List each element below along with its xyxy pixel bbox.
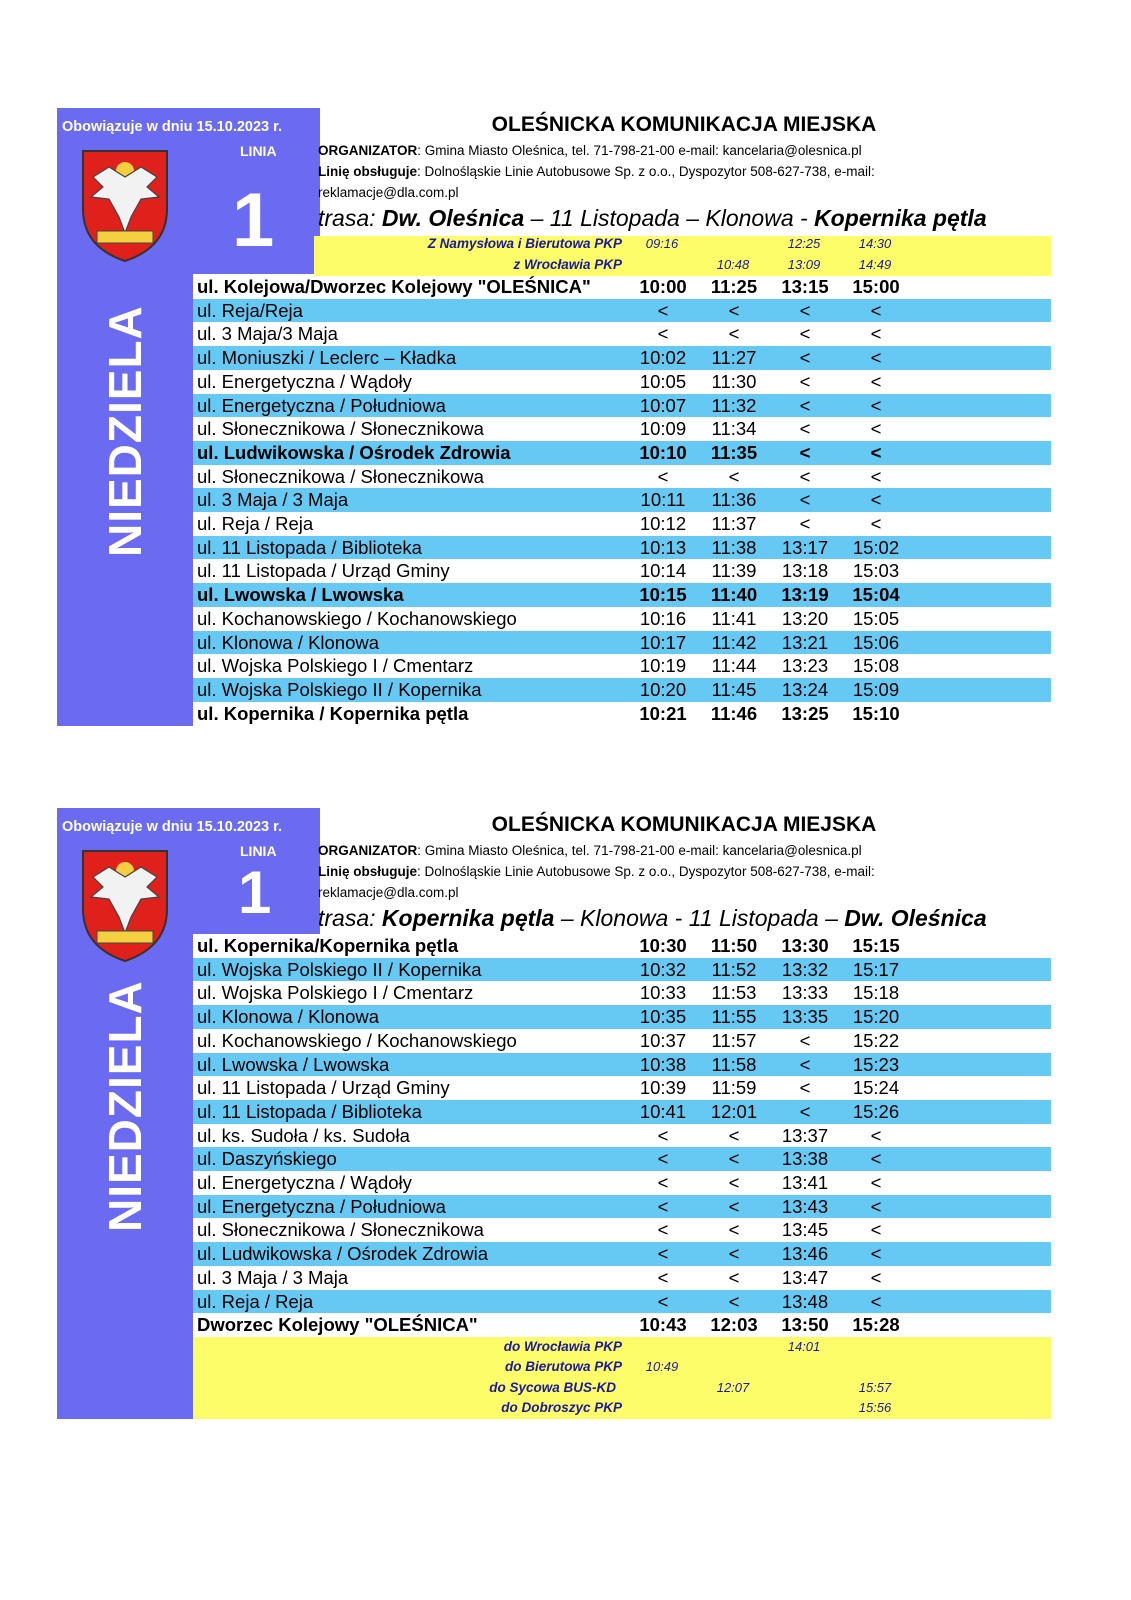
stop-name: ul. Wojska Polskiego I / Cmentarz xyxy=(197,655,474,677)
operator-label: Linię obsługuje xyxy=(318,164,418,179)
departure-time: 11:58 xyxy=(711,1053,757,1075)
stop-name: ul. ks. Sudoła / ks. Sudoła xyxy=(197,1124,410,1146)
departure-time: < xyxy=(799,441,811,463)
table-row xyxy=(193,934,1051,958)
departure-time: 11:50 xyxy=(710,935,758,956)
connection-time: 12:07 xyxy=(716,1380,750,1395)
departure-time: < xyxy=(728,1124,740,1146)
departure-time: 11:52 xyxy=(711,958,757,980)
departure-time: 15:22 xyxy=(852,1029,900,1051)
departure-time: < xyxy=(870,1148,882,1170)
departure-time: 13:48 xyxy=(781,1290,829,1312)
stop-name: ul. 3 Maja/3 Maja xyxy=(197,323,338,345)
table-row xyxy=(193,1053,1051,1077)
stop-name: ul. Słonecznikowa / Słonecznikowa xyxy=(197,465,484,487)
departure-time: 10:35 xyxy=(639,1006,687,1028)
departure-time: 11:39 xyxy=(711,560,757,582)
departure-time: 11:57 xyxy=(711,1029,757,1051)
departure-time: 13:50 xyxy=(781,1314,829,1336)
table-row xyxy=(193,958,1051,982)
table-row xyxy=(193,607,1051,631)
stop-name: ul. Kolejowa/Dworzec Kolejowy "OLEŚNICA" xyxy=(197,276,591,297)
day-label xyxy=(98,1122,152,1232)
departure-time: 15:06 xyxy=(852,631,900,653)
departure-time: 10:21 xyxy=(639,702,687,724)
departure-time: < xyxy=(657,1195,669,1217)
departure-time: 10:30 xyxy=(639,935,687,956)
table-row xyxy=(193,275,1051,299)
stop-name: ul. Energetyczna / Południowa xyxy=(197,394,446,416)
departure-time: < xyxy=(870,1172,882,1193)
departure-time: < xyxy=(799,394,811,416)
departure-time: 15:04 xyxy=(852,584,900,606)
departure-time: 11:38 xyxy=(711,536,757,558)
departure-time: 13:21 xyxy=(781,631,829,653)
route-prefix: trasa: xyxy=(318,205,382,231)
route-start: Dw. Oleśnica xyxy=(381,205,525,231)
departure-time: 13:15 xyxy=(781,276,829,297)
city-crest-icon xyxy=(79,147,171,264)
departure-time: 10:39 xyxy=(639,1077,687,1099)
table-row xyxy=(193,394,1051,418)
departure-time: < xyxy=(870,299,882,321)
departure-time: < xyxy=(728,1219,740,1241)
table-row xyxy=(193,1313,1051,1337)
departure-time: < xyxy=(870,1243,882,1265)
table-row xyxy=(193,441,1051,465)
departure-time: < xyxy=(870,370,882,392)
connection-label: do Sycowa BUS-KD xyxy=(489,1380,616,1395)
departure-time: < xyxy=(799,489,811,511)
stop-name: ul. Reja/Reja xyxy=(197,299,303,321)
departure-time: 10:00 xyxy=(639,276,687,297)
table-row xyxy=(193,1124,1051,1148)
linia-label: LINIA xyxy=(240,843,277,859)
departure-time: 10:41 xyxy=(639,1100,687,1122)
departure-time: 12:01 xyxy=(710,1100,758,1122)
stop-name: ul. Kopernika / Kopernika pętla xyxy=(197,702,469,724)
departure-time: 11:37 xyxy=(711,513,757,534)
table-row xyxy=(193,559,1051,583)
departure-time: 11:40 xyxy=(710,584,758,606)
departure-time: 10:12 xyxy=(639,513,687,534)
connection-time: 09:16 xyxy=(645,236,679,251)
departure-time: < xyxy=(870,1266,882,1288)
stop-name: ul. 11 Listopada / Biblioteka xyxy=(197,1100,422,1122)
departure-time: < xyxy=(870,1290,882,1312)
table-row xyxy=(193,654,1051,678)
departure-time: < xyxy=(799,1053,811,1075)
departure-time: < xyxy=(870,1124,882,1146)
departure-time: 15:00 xyxy=(852,276,900,297)
stop-name: ul. 3 Maja / 3 Maja xyxy=(197,1266,349,1288)
departure-time: 10:07 xyxy=(639,394,687,416)
stop-name: ul. Energetyczna / Wądoły xyxy=(197,1172,412,1193)
operator-line xyxy=(318,861,875,882)
departure-time: 10:09 xyxy=(639,418,687,440)
stop-name: ul. 11 Listopada / Biblioteka xyxy=(197,536,422,558)
table-row xyxy=(193,1290,1051,1314)
stop-name: ul. Kopernika/Kopernika pętla xyxy=(197,935,459,956)
stop-name: ul. Lwowska / Lwowska xyxy=(197,584,404,606)
departure-time: 11:34 xyxy=(711,418,757,440)
departure-time: 13:38 xyxy=(781,1148,829,1170)
departure-time: 13:33 xyxy=(781,982,829,1004)
departure-time: 10:13 xyxy=(639,536,687,558)
departure-time: 15:09 xyxy=(852,678,900,700)
stop-name: ul. Wojska Polskiego II / Kopernika xyxy=(197,678,482,700)
operator-line xyxy=(318,161,875,182)
departure-time: 13:35 xyxy=(781,1006,829,1028)
departure-time: < xyxy=(657,1148,669,1170)
table-row xyxy=(193,1076,1051,1100)
departure-time: 10:37 xyxy=(639,1029,687,1051)
departure-time: 15:20 xyxy=(852,1006,900,1028)
day-label xyxy=(98,447,152,557)
stop-name: ul. Energetyczna / Południowa xyxy=(197,1195,446,1217)
table-row xyxy=(193,1005,1051,1029)
valid-from: Obowiązuje w dniu 15.10.2023 r. xyxy=(57,112,320,142)
departure-time: 11:45 xyxy=(711,678,757,700)
departure-time: < xyxy=(870,441,882,463)
departure-time: 13:37 xyxy=(781,1124,829,1146)
departure-time: < xyxy=(799,1029,811,1051)
stop-name: ul. 11 Listopada / Urząd Gminy xyxy=(197,560,450,582)
departure-time: 10:19 xyxy=(639,655,687,677)
operator-email: reklamacje@dla.com.pl xyxy=(318,885,459,900)
departure-time: < xyxy=(870,323,882,345)
departure-time: < xyxy=(728,323,740,345)
organizer-text: : Gmina Miasto Oleśnica, tel. 71-798-21-00 e-mail: kancelaria@olesnica.pl xyxy=(417,843,862,858)
stop-name: ul. Klonowa / Klonowa xyxy=(197,631,380,653)
operator-email: reklamacje@dla.com.pl xyxy=(318,185,459,200)
connection-label: Z Namysłowa i Bierutowa PKP xyxy=(427,236,622,251)
table-row xyxy=(193,346,1051,370)
departure-time: < xyxy=(728,1172,740,1193)
departure-time: 11:36 xyxy=(711,489,757,511)
departure-time: < xyxy=(657,465,669,487)
table-row xyxy=(193,322,1051,346)
departure-time: 13:25 xyxy=(781,702,829,724)
departure-time: 11:46 xyxy=(710,702,758,724)
departure-time: 10:38 xyxy=(639,1053,687,1075)
organizer-line xyxy=(318,140,862,161)
stop-name: ul. Słonecznikowa / Słonecznikowa xyxy=(197,418,484,440)
departure-time: 11:44 xyxy=(711,655,757,677)
departure-time: 11:32 xyxy=(711,394,757,416)
departure-time: 15:03 xyxy=(852,560,900,582)
connection-time: 10:49 xyxy=(645,1359,679,1374)
connection-time: 12:25 xyxy=(787,236,821,251)
departure-time: 15:28 xyxy=(852,1314,900,1336)
departure-time: < xyxy=(799,1077,811,1099)
departure-time: < xyxy=(799,370,811,392)
table-row xyxy=(193,512,1051,536)
departure-time: 15:10 xyxy=(852,702,900,724)
departure-time: < xyxy=(870,465,882,487)
departure-time: < xyxy=(657,1243,669,1265)
route-prefix: trasa: xyxy=(318,905,382,931)
page-title: OLEŚNICKA KOMUNIKACJA MIEJSKA xyxy=(491,113,877,136)
departure-time: 15:15 xyxy=(852,935,900,956)
departure-time: 11:27 xyxy=(711,347,757,369)
stop-name: ul. Moniuszki / Leclerc – Kładka xyxy=(197,347,457,369)
stop-name: Dworzec Kolejowy "OLEŚNICA" xyxy=(197,1314,478,1336)
line-number: 1 xyxy=(238,859,272,926)
route-line xyxy=(318,205,987,232)
departure-time: 11:35 xyxy=(710,441,758,463)
connection-label: do Bierutowa PKP xyxy=(504,1359,622,1374)
departure-time: < xyxy=(657,1124,669,1146)
table-row xyxy=(193,981,1051,1005)
departure-time: < xyxy=(870,489,882,511)
table-row xyxy=(193,702,1051,726)
departure-time: < xyxy=(728,1266,740,1288)
departure-time: 13:30 xyxy=(781,935,829,956)
table-row xyxy=(193,1266,1051,1290)
departure-time: < xyxy=(799,347,811,369)
departure-time: < xyxy=(728,1290,740,1312)
route-middle: – Klonowa - 11 Listopada – xyxy=(554,905,845,931)
table-row xyxy=(193,1029,1051,1053)
departure-time: < xyxy=(657,1172,669,1193)
departure-time: < xyxy=(870,513,882,534)
departure-time: 13:18 xyxy=(781,560,829,582)
table-row xyxy=(193,678,1051,702)
stop-name: ul. Wojska Polskiego I / Cmentarz xyxy=(197,982,474,1004)
departure-time: 13:17 xyxy=(781,536,829,558)
connection-time: 10:48 xyxy=(716,257,750,272)
departure-time: 10:14 xyxy=(639,560,687,582)
departure-time: 11:42 xyxy=(711,631,757,653)
table-row xyxy=(193,1195,1051,1219)
departure-time: 13:23 xyxy=(781,655,829,677)
departure-time: < xyxy=(870,394,882,416)
departure-time: 11:59 xyxy=(711,1077,757,1099)
table-row xyxy=(193,1147,1051,1171)
connection-label: do Dobroszyc PKP xyxy=(501,1400,622,1415)
departure-time: 10:17 xyxy=(639,631,687,653)
departure-time: 10:11 xyxy=(640,489,686,511)
stop-name: ul. Kochanowskiego / Kochanowskiego xyxy=(197,1029,517,1051)
stop-name: ul. Energetyczna / Wądoły xyxy=(197,370,412,392)
departure-time: 10:15 xyxy=(639,584,687,606)
stop-name: ul. Daszyńskiego xyxy=(197,1148,337,1170)
departure-time: 13:24 xyxy=(781,678,829,700)
connection-time: 14:49 xyxy=(858,257,892,272)
stop-name: ul. Kochanowskiego / Kochanowskiego xyxy=(197,607,517,629)
stop-name: ul. Lwowska / Lwowska xyxy=(197,1053,390,1075)
stop-name: ul. Ludwikowska / Ośrodek Zdrowia xyxy=(197,441,511,463)
departure-time: 13:46 xyxy=(781,1243,829,1265)
departure-time: < xyxy=(728,1195,740,1217)
operator-label: Linię obsługuje xyxy=(318,864,418,879)
table-row xyxy=(193,417,1051,441)
departure-time: 13:19 xyxy=(781,584,829,606)
table-row xyxy=(193,465,1051,489)
connection-time: 15:57 xyxy=(858,1380,892,1395)
departure-time: 10:43 xyxy=(639,1314,687,1336)
departure-time: 13:45 xyxy=(781,1219,829,1241)
route-end: Kopernika pętla xyxy=(814,205,987,231)
departure-time: < xyxy=(657,299,669,321)
operator-text: : Dolnośląskie Linie Autobusowe Sp. z o.o., Dyspozytor 508-627-738, e-mail: xyxy=(417,864,875,879)
departure-time: < xyxy=(657,1290,669,1312)
departure-time: < xyxy=(799,323,811,345)
organizer-label: ORGANIZATOR xyxy=(318,843,418,858)
departure-time: < xyxy=(799,513,811,534)
stop-name: ul. Ludwikowska / Ośrodek Zdrowia xyxy=(197,1243,488,1265)
organizer-label: ORGANIZATOR xyxy=(318,143,418,158)
route-line xyxy=(318,905,987,932)
departure-time: 15:18 xyxy=(852,982,900,1004)
stop-name: ul. 11 Listopada / Urząd Gminy xyxy=(197,1077,450,1099)
operator-text: : Dolnośląskie Linie Autobusowe Sp. z o.o., Dyspozytor 508-627-738, e-mail: xyxy=(417,164,875,179)
departure-time: < xyxy=(870,1219,882,1241)
departure-time: < xyxy=(799,418,811,440)
table-row xyxy=(193,1171,1051,1195)
departure-time: < xyxy=(728,1243,740,1265)
stop-name: ul. Słonecznikowa / Słonecznikowa xyxy=(197,1219,484,1241)
departure-time: 13:20 xyxy=(781,607,829,629)
stop-name: ul. Reja / Reja xyxy=(197,513,314,534)
departure-time: 15:17 xyxy=(852,958,900,980)
departure-time: 11:30 xyxy=(711,370,757,392)
departure-time: 12:03 xyxy=(710,1314,758,1336)
departure-time: 15:24 xyxy=(852,1077,900,1099)
city-crest-icon xyxy=(79,847,171,964)
table-row xyxy=(193,583,1051,607)
departure-time: < xyxy=(657,1266,669,1288)
connection-time: 14:01 xyxy=(787,1339,821,1354)
departure-time: < xyxy=(728,1148,740,1170)
table-row xyxy=(193,299,1051,323)
table-row xyxy=(193,536,1051,560)
line-number: 1 xyxy=(232,178,275,263)
table-row xyxy=(193,370,1051,394)
connections-panel xyxy=(193,1337,1051,1419)
table-row xyxy=(193,1218,1051,1242)
stop-name: ul. Wojska Polskiego II / Kopernika xyxy=(197,958,482,980)
connection-label: z Wrocławia PKP xyxy=(513,257,622,272)
route-start: Kopernika pętla xyxy=(381,905,555,931)
connection-time: 14:30 xyxy=(858,236,892,251)
departure-time: < xyxy=(799,1100,811,1122)
departure-time: 13:41 xyxy=(781,1172,829,1193)
departure-time: < xyxy=(657,323,669,345)
departure-time: 15:05 xyxy=(852,607,900,629)
departure-time: < xyxy=(870,347,882,369)
departure-time: 10:20 xyxy=(639,678,687,700)
route-end: Dw. Oleśnica xyxy=(844,905,987,931)
departure-time: 15:26 xyxy=(852,1100,900,1122)
stop-name: ul. Klonowa / Klonowa xyxy=(197,1006,380,1028)
departure-time: 11:53 xyxy=(711,982,757,1004)
connection-label: do Wrocławia PKP xyxy=(503,1339,622,1354)
table-row xyxy=(193,488,1051,512)
valid-from: Obowiązuje w dniu 15.10.2023 r. xyxy=(57,812,320,842)
linia-label: LINIA xyxy=(240,143,277,159)
route-middle: – 11 Listopada – Klonowa - xyxy=(524,205,815,231)
departure-time: 15:02 xyxy=(852,536,900,558)
table-row xyxy=(193,1100,1051,1124)
departure-time: 10:05 xyxy=(639,370,687,392)
stop-name: ul. Reja / Reja xyxy=(197,1290,314,1312)
departure-time: 13:47 xyxy=(781,1266,829,1288)
departure-time: < xyxy=(870,1195,882,1217)
table-row xyxy=(193,631,1051,655)
departure-time: 11:55 xyxy=(711,1006,757,1028)
departure-time: 10:10 xyxy=(639,441,687,463)
organizer-line xyxy=(318,840,862,861)
connection-time: 15:56 xyxy=(858,1400,892,1415)
departure-time: 11:41 xyxy=(711,607,757,629)
departure-time: < xyxy=(728,299,740,321)
page-title: OLEŚNICKA KOMUNIKACJA MIEJSKA xyxy=(491,813,877,836)
departure-time: 13:32 xyxy=(781,958,829,980)
departure-time: 15:23 xyxy=(852,1053,900,1075)
departure-time: < xyxy=(870,418,882,440)
table-row xyxy=(193,1242,1051,1266)
departure-time: 10:32 xyxy=(639,958,687,980)
departure-time: 15:08 xyxy=(852,655,900,677)
departure-time: 10:02 xyxy=(639,347,687,369)
departure-time: 11:25 xyxy=(710,276,758,297)
stop-name: ul. 3 Maja / 3 Maja xyxy=(197,489,349,511)
organizer-text: : Gmina Miasto Oleśnica, tel. 71-798-21-00 e-mail: kancelaria@olesnica.pl xyxy=(417,143,862,158)
departure-time: 10:33 xyxy=(639,982,687,1004)
departure-time: 13:43 xyxy=(781,1195,829,1217)
departure-time: < xyxy=(728,465,740,487)
departure-time: < xyxy=(799,299,811,321)
connection-time: 13:09 xyxy=(787,257,821,272)
departure-time: 10:16 xyxy=(639,607,687,629)
departure-time: < xyxy=(657,1219,669,1241)
departure-time: < xyxy=(799,465,811,487)
